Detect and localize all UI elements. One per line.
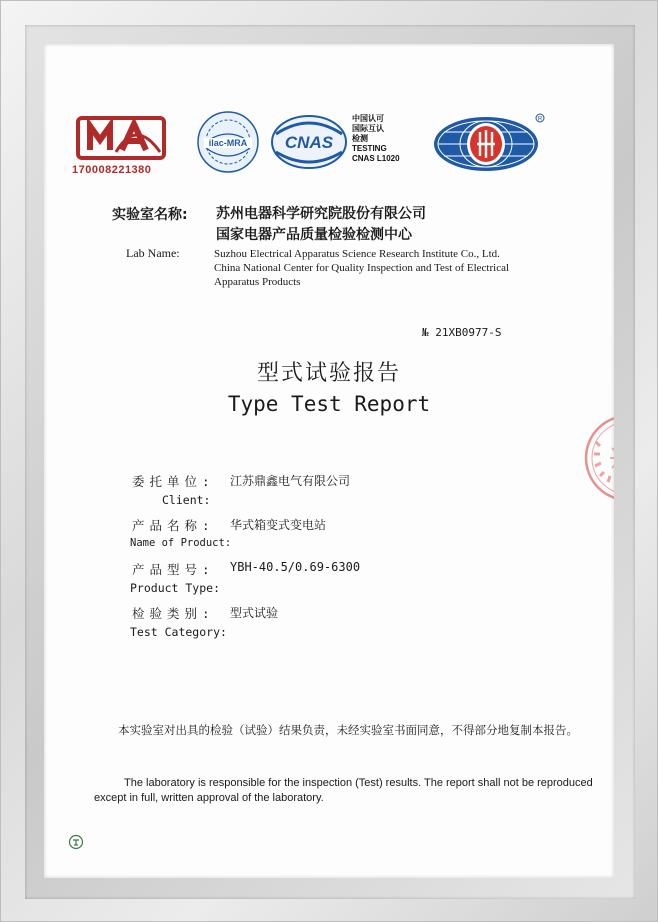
cma-logo (76, 112, 166, 168)
notice-cn: 本实验室对出具的检验（试验）结果负责，未经实验室书面同意，不得部分地复制本报告。 (118, 723, 578, 737)
certificate-page (44, 44, 614, 878)
lab-name-cn-line-1: 苏州电器科学研究院股份有限公司 (216, 206, 426, 222)
lab-name-label-en: Lab Name: (126, 246, 180, 260)
cnas-accreditation-text: 中国认可 国际互认 检测 TESTING CNAS L1020 (352, 114, 400, 163)
print-mark-icon (68, 834, 84, 850)
product-name-label-cn: 产品名称: (132, 518, 215, 533)
test-category-label-en: Test Category: (130, 625, 227, 639)
cci-globe-logo (430, 112, 546, 174)
product-type-label-cn: 产品型号: (132, 562, 215, 577)
report-title-cn: 型式试验报告 (256, 361, 401, 386)
official-seal-stamp (582, 412, 614, 504)
product-name-value: 华式箱变式变电站 (230, 518, 327, 532)
lab-name-en-line-1: Suzhou Electrical Apparatus Science Research Institute Co., Ltd. (214, 248, 500, 260)
lab-name-label-cn: 实验室名称: (112, 207, 188, 223)
client-value: 江苏鼎鑫电气有限公司 (230, 474, 351, 488)
lab-name-en (214, 247, 509, 289)
report-title-en: Type Test Report (227, 392, 431, 416)
test-category-value: 型式试验 (230, 606, 279, 620)
product-name-label-en: Name of Product: (130, 537, 232, 549)
lab-name-en-line-2: China National Center for Quality Inspection and Test of Electrical (214, 262, 510, 274)
client-label-cn: 委托单位: (132, 474, 215, 489)
test-category-label-cn: 检验类别: (132, 606, 215, 621)
notice-en: The laboratory is responsible for the inspection (Test) results. The report shall not be reproduced except in full, written approval of the laboratory. (94, 777, 593, 804)
svg-text:ilac-MRA: ilac-MRA (208, 138, 248, 148)
lab-name-cn-line-2: 国家电器产品质量检验检测中心 (216, 227, 412, 243)
cma-code: 170008221380 (72, 164, 152, 176)
svg-text:CNAS: CNAS (284, 133, 334, 152)
svg-text:R: R (537, 116, 543, 123)
report-number: № 21XB0977-S (422, 326, 502, 339)
ilac-mra-logo (196, 110, 260, 174)
product-type-label-en: Product Type: (130, 581, 221, 595)
lab-name-en-line-3: Apparatus Products (214, 276, 301, 288)
cnas-logo (270, 114, 348, 170)
lab-name-cn (216, 204, 426, 246)
product-type-value: YBH-40.5/0.69-6300 (230, 560, 361, 574)
client-label-en: Client: (162, 493, 211, 507)
